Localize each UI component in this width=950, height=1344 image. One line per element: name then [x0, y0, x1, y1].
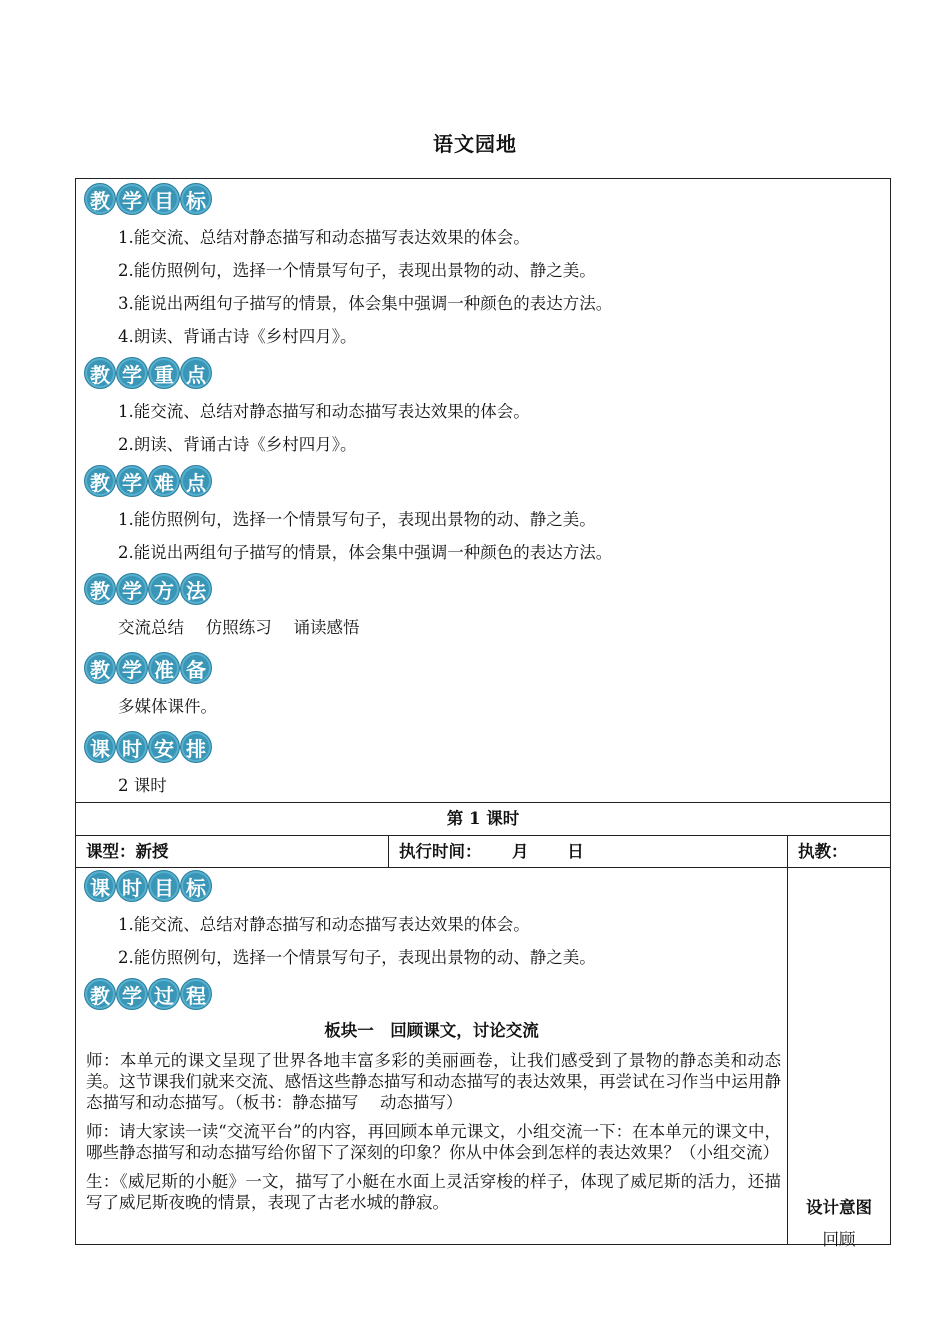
badge-char: 难	[148, 465, 180, 497]
badge-char: 安	[148, 731, 180, 763]
badge-char: 重	[148, 357, 180, 389]
paragraph: 师：本单元的课文呈现了世界各地丰富多彩的美丽画卷，让我们感受到了景物的静态美和动态美。这节课我们就来交流、感悟这些静态描写和动态描写的表达效果，再尝试在习作当中运用静态描写和动态描写。（板书：静态描写 动态描写）	[86, 1051, 781, 1112]
badge-char: 学	[116, 183, 148, 215]
lesson-plan-table	[75, 178, 891, 1249]
lesson-body-cell	[76, 868, 788, 1245]
lesson-objective-item: 1.能交流、总结对静态描写和动态描写表达效果的体会。	[118, 915, 530, 934]
badge-char: 点	[180, 465, 212, 497]
block-title: 板块一 回顾课文，讨论交流	[324, 1021, 539, 1040]
badge-char: 法	[180, 573, 212, 605]
teacher-field: 执教：	[788, 836, 891, 868]
design-intent-cell	[788, 868, 891, 1249]
badge-char: 目	[148, 870, 180, 902]
lesson-objective-item: 2.能仿照例句，选择一个情景写句子，表现出景物的动、静之美。	[118, 948, 596, 967]
badge-char: 过	[148, 978, 180, 1010]
difficulties-badge	[84, 465, 890, 497]
design-intent-label: 设计意图	[806, 1198, 872, 1217]
badge-char: 学	[116, 652, 148, 684]
badge-char: 教	[84, 357, 116, 389]
difficulty-item: 2.能说出两组句子描写的情景，体会集中强调一种颜色的表达方法。	[118, 543, 613, 562]
lesson-header: 第 1 课时	[76, 803, 891, 836]
key-point-item: 2.朗读、背诵古诗《乡村四月》。	[118, 435, 357, 454]
key-points-badge	[84, 357, 890, 389]
process-badge	[84, 978, 787, 1010]
overview-cell	[76, 179, 891, 803]
schedule-badge	[84, 731, 890, 763]
objectives-badge	[84, 183, 890, 215]
badge-char: 程	[180, 978, 212, 1010]
badge-char: 时	[116, 731, 148, 763]
lesson-objectives-badge	[84, 870, 787, 902]
preparation-badge	[84, 652, 890, 684]
badge-char: 教	[84, 652, 116, 684]
badge-char: 排	[180, 731, 212, 763]
preparation-text: 多媒体课件。	[118, 697, 217, 716]
badge-char: 学	[116, 357, 148, 389]
badge-char: 准	[148, 652, 180, 684]
objective-item: 3.能说出两组句子描写的情景，体会集中强调一种颜色的表达方法。	[118, 294, 613, 313]
badge-char: 教	[84, 183, 116, 215]
objective-item: 2.能仿照例句，选择一个情景写句子，表现出景物的动、静之美。	[118, 261, 596, 280]
badge-char: 目	[148, 183, 180, 215]
badge-char: 备	[180, 652, 212, 684]
objective-item: 4.朗读、背诵古诗《乡村四月》。	[118, 327, 357, 346]
badge-char: 方	[148, 573, 180, 605]
badge-char: 标	[180, 183, 212, 215]
paragraph: 生：《威尼斯的小艇》一文，描写了小艇在水面上灵活穿梭的样子，体现了威尼斯的活力，还描写了威尼斯夜晚的情景，表现了古老水城的静寂。	[86, 1172, 781, 1212]
objective-item: 1.能交流、总结对静态描写和动态描写表达效果的体会。	[118, 228, 530, 247]
badge-char: 标	[180, 870, 212, 902]
lesson-type: 课型：新授	[76, 836, 389, 868]
methods-badge	[84, 573, 890, 605]
badge-char: 点	[180, 357, 212, 389]
badge-char: 学	[116, 573, 148, 605]
page-title: 语文园地	[433, 132, 517, 156]
execution-time: 执行时间： 月 日	[389, 836, 788, 868]
badge-char: 课	[84, 731, 116, 763]
paragraph: 师：请大家读一读“交流平台”的内容，再回顾本单元课文，小组交流一下：在本单元的课文中，哪些静态描写和动态描写给你留下了深刻的印象？你从中体会到怎样的表达效果？（小组交流）	[86, 1122, 781, 1162]
badge-char: 课	[84, 870, 116, 902]
schedule-text: 2 课时	[118, 776, 167, 795]
badge-char: 教	[84, 465, 116, 497]
difficulty-item: 1.能仿照例句，选择一个情景写句子，表现出景物的动、静之美。	[118, 510, 596, 529]
badge-char: 教	[84, 978, 116, 1010]
badge-char: 学	[116, 465, 148, 497]
badge-char: 学	[116, 978, 148, 1010]
methods-text: 交流总结 仿照练习 诵读感悟	[118, 618, 360, 637]
badge-char: 教	[84, 573, 116, 605]
design-intent-text: 回顾	[822, 1230, 856, 1249]
key-point-item: 1.能交流、总结对静态描写和动态描写表达效果的体会。	[118, 402, 530, 421]
badge-char: 时	[116, 870, 148, 902]
